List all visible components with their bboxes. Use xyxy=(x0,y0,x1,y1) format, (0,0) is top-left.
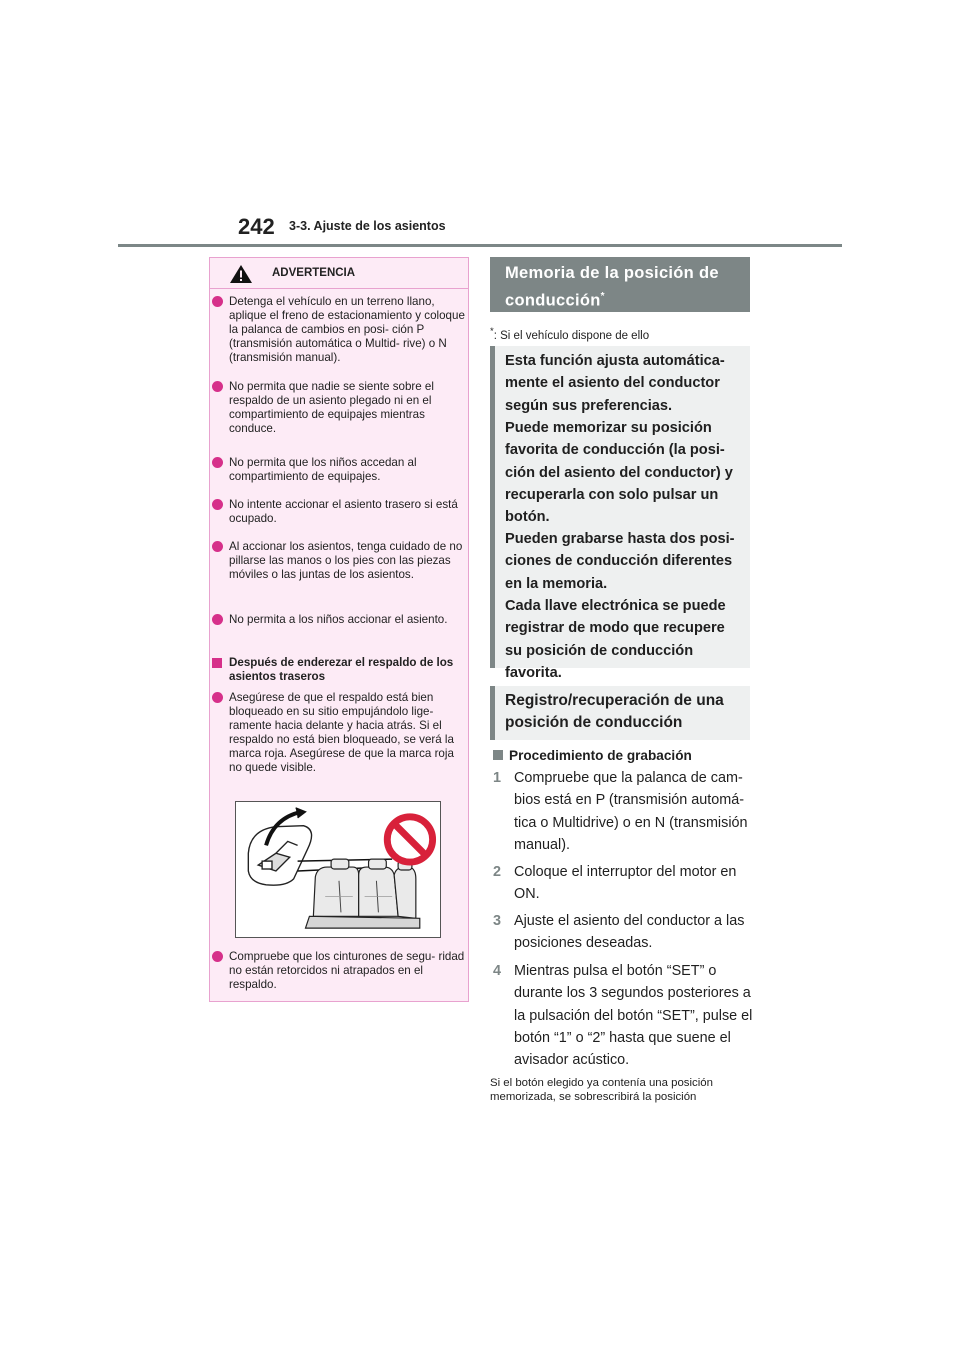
footnote-mark: * xyxy=(600,291,605,302)
note-text: Si el botón elegido ya contenía una posición memorizada, se sobrescribirá la posición xyxy=(490,1077,713,1103)
bullet-icon xyxy=(212,541,223,552)
warning-item: No intente accionar el asiento trasero si está ocupado. xyxy=(229,498,465,526)
warning-item: Asegúrese de que el respaldo está bien bloqueado en su sitio empujándolo lige- ramente hacia delante y hacia atrás. Si el respaldo no está bien bloqueado, se verá la marca roja. Asegúrese de que la marca roja no quede visible. xyxy=(229,691,465,775)
intro-paragraph: Cada llave electrónica se puede registrar de modo que recupere su posición de conducción favorita. xyxy=(505,598,726,681)
bullet-icon xyxy=(212,499,223,510)
square-bullet-icon xyxy=(212,658,222,668)
warning-item: No permita que los niños accedan al compartimiento de equipajes. xyxy=(229,456,465,484)
intro-paragraph: Puede memorizar su posición favorita de conducción (la posi- ción del asiento del conductor) y recuperarla con solo pulsar un botón. xyxy=(505,420,733,526)
warning-item: No permita que nadie se siente sobre el respaldo de un asiento plegado ni en el compartimiento de equipajes mientras conduce. xyxy=(229,380,465,436)
procedure-title: Procedimiento de grabación xyxy=(493,748,692,763)
warning-item: Compruebe que los cinturones de segu- ridad no están retorcidos ni atrapados en el respaldo. xyxy=(229,950,465,992)
memory-heading xyxy=(490,257,750,312)
warning-item: Detenga el vehículo en un terreno llano, aplique el freno de estacionamiento y coloque la palanca de cambios en posi- ción P (transmisión automática o Multid- rive) o N (transmisión manual). xyxy=(229,295,465,365)
header-rule xyxy=(118,244,842,247)
bullet-icon xyxy=(212,457,223,468)
intro-paragraph: Esta función ajusta automática- mente el asiento del conductor según sus preferencias. xyxy=(505,353,725,414)
warning-box xyxy=(209,257,469,1002)
procedure-step: 2 Coloque el interruptor del motor en ON. xyxy=(493,864,737,903)
bullet-icon xyxy=(212,951,223,962)
registration-heading-text: Registro/recuperación de una posición de conducción xyxy=(505,692,724,731)
intro-paragraph: Pueden grabarse hasta dos posi- ciones de conducción diferentes en la memoria. xyxy=(505,531,735,592)
intro-box xyxy=(490,346,750,681)
procedure-step: 1 Compruebe que la palanca de cam- bios está en P (transmisión automá- tica o Multidrive) o en N (transmisión manual). xyxy=(493,770,748,853)
footnote: *: Si el vehículo dispone de ello xyxy=(490,326,650,342)
registration-heading xyxy=(490,686,750,740)
bullet-icon xyxy=(212,296,223,307)
memory-heading-text: Memoria de la posición de conducción xyxy=(505,264,719,310)
square-bullet-icon xyxy=(493,750,503,760)
warning-item: No permita a los niños accionar el asiento. xyxy=(229,613,465,627)
procedure-step: 4 Mientras pulsa el botón “SET” o durante los 3 segundos posteriores a la pulsación del botón “SET”, pulse el botón “1” o “2” hasta que suene el avisador acústico. xyxy=(493,963,753,1069)
warning-header xyxy=(210,258,468,289)
page-header xyxy=(0,0,960,250)
warning-subheading: Después de enderezar el respaldo de los asientos traseros xyxy=(229,656,465,684)
bullet-icon xyxy=(212,381,223,392)
warning-item: Al accionar los asientos, tenga cuidado de no pillarse las manos o los pies con las piezas móviles o las juntas de los asientos. xyxy=(229,540,465,582)
warning-icon xyxy=(229,264,253,284)
page-number: 242 xyxy=(238,214,275,239)
procedure-step: 3 Ajuste el asiento del conductor a las posiciones deseadas. xyxy=(493,913,745,952)
bullet-icon xyxy=(212,692,223,703)
seat-illustration xyxy=(235,801,441,938)
prohibition-icon xyxy=(387,817,432,862)
warning-title: ADVERTENCIA xyxy=(272,267,356,279)
bullet-icon xyxy=(212,614,223,625)
section-title: 3-3. Ajuste de los asientos xyxy=(289,219,446,233)
